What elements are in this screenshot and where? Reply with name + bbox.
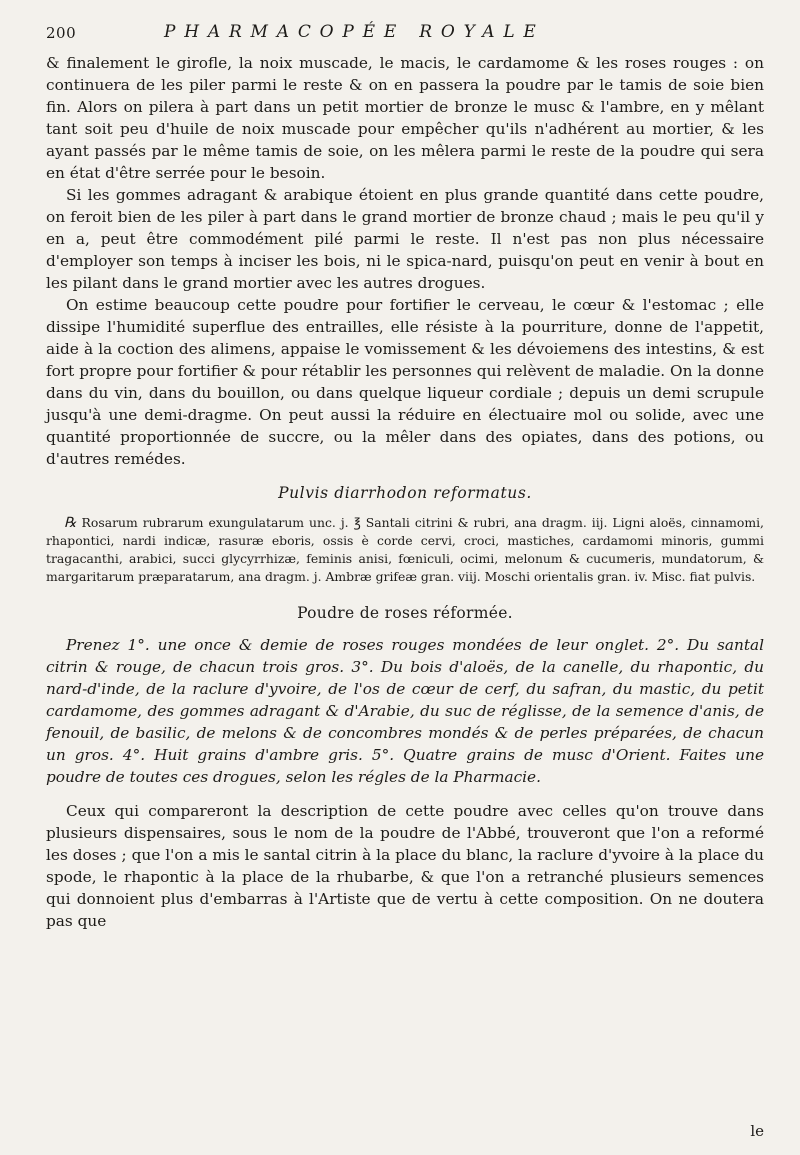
french-recipe-body: 1°. une once & demie de roses rouges mondées de leur onglet. 2°. Du santal citrin & rouge, de chacun trois gros. 3°. Du bois d'aloës, de la canelle, du rhapontic, du nard-d'inde, de la raclure d'yvoire, de l'os de cœur de cerf, du safran, du mastic, du petit cardamome, des gommes adragant & d'Arabie, du suc de réglisse, de la semence d'anis, de fenouil, de basilic, de melons & de concombres mondés & de perles préparées, de chacun un gros. 4°. Huit grains d'ambre gris. 5°. Quatre grains de musc d'Orient. Faites une poudre de toutes ces drogues, selon les régles de la Pharmacie. — [46, 636, 764, 786]
paragraph-2: Si les gommes adragant & arabique étoient en plus grande quantité dans cette poudre, on feroit bien de les piler à part dans le grand mortier de bronze chaud ; mais le peu qu'il y en a, peut être commodément pilé parmi le reste. Il n'est pas non plus nécessaire d'employer son temps à inciser les bois, ni le spica-nard, puisqu'on peut en venir à bout en les pilant dans le grand mortier avec les autres drogues. — [46, 186, 764, 292]
page-number: 200 — [46, 24, 77, 42]
latin-recipe-text — [46, 514, 764, 586]
running-title: PHARMACOPÉE ROYALE — [164, 22, 545, 42]
body-text — [46, 52, 764, 470]
running-head — [46, 22, 764, 50]
paragraph-3: On estime beaucoup cette poudre pour fortifier le cerveau, le cœur & l'estomac ; elle dissipe l'humidité superflue des entrailles, elle résiste à la pourriture, donne de l'appetit, aide à la coction des alimens, appaise le vomissement & les dévoiemens des intestins, & est fort propre pour fortifier & pour rétablir les personnes qui relèvent de maladie. On la donne dans du vin, dans du bouillon, ou dans quelque liqueur cordiale ; depuis un demi scrupule jusqu'à une demi-dragme. On peut aussi la réduire en électuaire mol ou solide, avec une quantité proportionnée de succre, ou la mêler dans des opiates, dans des potions, ou d'autres remédes. — [46, 296, 764, 468]
french-recipe-lead: Prenez — [66, 636, 120, 654]
french-recipe-title: Poudre de roses réformée. — [297, 604, 513, 622]
latin-recipe-title: Pulvis diarrhodon reformatus. — [278, 484, 532, 502]
closing-paragraph: Ceux qui compareront la description de cette poudre avec celles qu'on trouve dans plusieurs dispensaires, sous le nom de la poudre de l'Abbé, trouveront que l'on a reformé les doses ; que l'on a mis le santal citrin à la place du blanc, la raclure d'yvoire à la place du spode, le rhapontic à la place de la rhubarbe, & que l'on a retranché plusieurs semences qui donnoient plus d'embarras à l'Artiste que de vertu à cette composition. On ne doutera pas que — [46, 802, 764, 930]
french-recipe-text — [46, 634, 764, 788]
latin-recipe-body: Rosarum rubrarum exungulatarum unc. j. ℥ Santali citrini & rubri, ana dragm. iij. Ligni aloës, cinnamomi, rhapontici, nardi indicæ, rasuræ eboris, ossis è corde cervi, croci, mastiches, cardamomi minoris, gummi tragacanthi, arabici, succi glycyrrhizæ, feminis anisi, fœniculi, ocimi, melonum & cucumeris, mundatorum, & margaritarum præparatarum, ana dragm. j. Ambræ grifeæ gran. viij. Moschi orientalis gran. iv. Misc. fiat pulvis. — [46, 515, 764, 584]
book-page — [46, 22, 764, 1142]
catchword: le — [750, 1122, 764, 1140]
recipe-symbol-icon: ℞ — [64, 515, 77, 531]
paragraph-1: & finalement le girofle, la noix muscade, le macis, le cardamome & les roses rouges : on continuera de les piler parmi le reste & on en passera la poudre par le tamis de soie bien fin. Alors on pilera à part dans un petit mortier de bronze le musc & l'ambre, en y mêlant tant soit peu d'huile de noix muscade pour empêcher qu'ils n'adhérent au mortier, & les ayant passés par le même tamis de soie, on les mêlera parmi le reste de la poudre qui sera en état d'être serrée pour le besoin. — [46, 54, 764, 182]
